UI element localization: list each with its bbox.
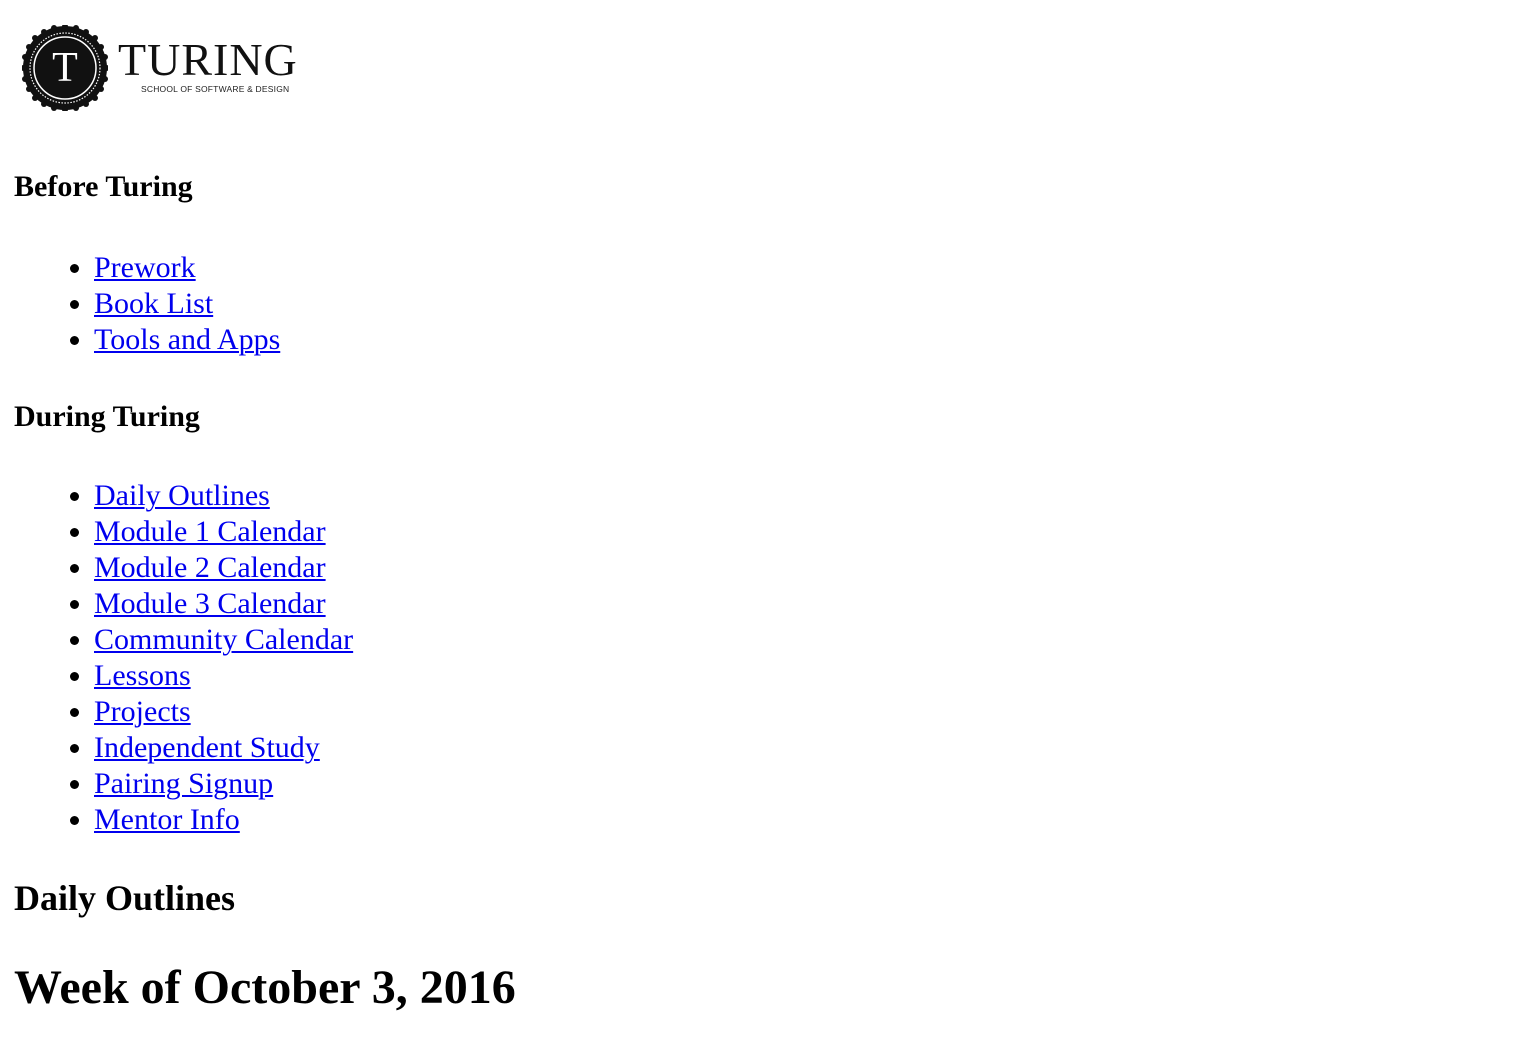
during-turing-list <box>54 478 353 838</box>
link-projects[interactable]: Projects <box>94 695 191 728</box>
before-turing-list <box>54 250 280 358</box>
turing-logo[interactable] <box>22 25 322 111</box>
link-module-2-calendar[interactable]: Module 2 Calendar <box>94 551 326 584</box>
link-independent-study[interactable]: Independent Study <box>94 731 320 764</box>
list-item <box>94 586 353 622</box>
page-title: Daily Outlines <box>14 878 236 918</box>
link-daily-outlines[interactable]: Daily Outlines <box>94 479 270 512</box>
list-item <box>94 250 280 286</box>
list-item <box>94 802 353 838</box>
logo-tagline: SCHOOL OF SOFTWARE & DESIGN <box>141 84 290 94</box>
during-turing-heading: During Turing <box>14 400 200 433</box>
list-item <box>94 766 353 802</box>
list-item <box>94 286 280 322</box>
list-item <box>94 730 353 766</box>
link-module-3-calendar[interactable]: Module 3 Calendar <box>94 587 326 620</box>
list-item <box>94 694 353 730</box>
link-book-list[interactable]: Book List <box>94 287 214 320</box>
link-tools-and-apps[interactable]: Tools and Apps <box>94 323 281 356</box>
link-pairing-signup[interactable]: Pairing Signup <box>94 767 274 800</box>
link-module-1-calendar[interactable]: Module 1 Calendar <box>94 515 326 548</box>
list-item <box>94 514 353 550</box>
link-prework[interactable]: Prework <box>94 251 196 284</box>
list-item <box>94 322 280 358</box>
list-item <box>94 478 353 514</box>
link-community-calendar[interactable]: Community Calendar <box>94 623 354 656</box>
list-item <box>94 550 353 586</box>
before-turing-heading: Before Turing <box>14 170 193 203</box>
list-item <box>94 658 353 694</box>
link-mentor-info[interactable]: Mentor Info <box>94 803 240 836</box>
logo-wordmark: TURING <box>118 34 298 85</box>
list-item <box>94 622 353 658</box>
week-heading: Week of October 3, 2016 <box>14 961 516 1014</box>
link-lessons[interactable]: Lessons <box>94 659 191 692</box>
logo-letter: T <box>52 45 78 91</box>
